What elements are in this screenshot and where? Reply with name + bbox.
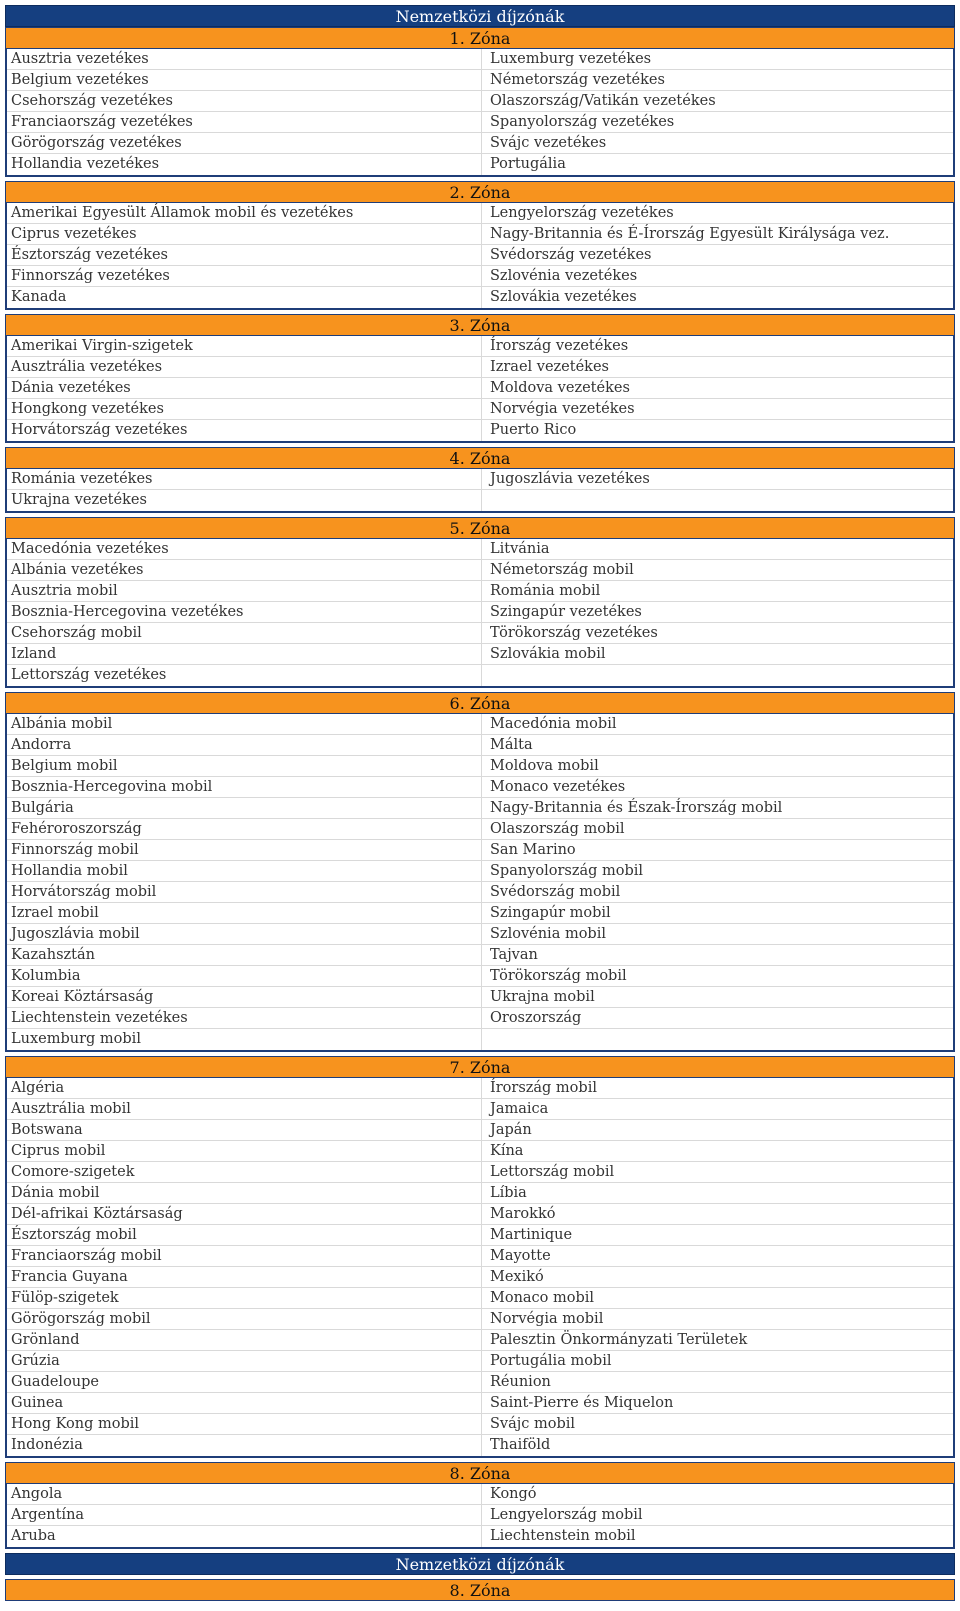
- table-row: [7, 70, 953, 91]
- table-row: [7, 581, 953, 602]
- table-row: [7, 1505, 953, 1526]
- country-cell-left: Fülöp-szigetek: [11, 1290, 119, 1306]
- country-cell-left: Izland: [11, 646, 57, 662]
- zone-body: [5, 714, 955, 1052]
- country-cell-right: Spanyolország vezetékes: [481, 112, 953, 132]
- table-row: [7, 623, 953, 644]
- country-cell-left: Hongkong vezetékes: [11, 401, 164, 417]
- country-cell-left: Angola: [11, 1486, 63, 1502]
- country-cell-left: Hong Kong mobil: [11, 1416, 140, 1432]
- table-row: [7, 1246, 953, 1267]
- country-cell-right: Lettország mobil: [481, 1162, 953, 1182]
- country-cell-right: Portugália: [481, 154, 953, 175]
- table-row: [7, 882, 953, 903]
- country-cell-left: Francia Guyana: [11, 1269, 128, 1285]
- zone-body: [5, 1484, 955, 1549]
- table-row: [7, 756, 953, 777]
- country-cell-right: Litvánia: [481, 539, 953, 559]
- zone-body: [5, 539, 955, 688]
- country-cell-right: [481, 490, 953, 511]
- country-cell-left: Macedónia vezetékes: [11, 541, 169, 557]
- table-row: [7, 1099, 953, 1120]
- country-cell-left: Albánia mobil: [11, 716, 113, 732]
- country-cell-right: Monaco vezetékes: [481, 777, 953, 797]
- country-cell-left: Ausztria mobil: [11, 583, 118, 599]
- table-row: [7, 861, 953, 882]
- country-cell-left: Amerikai Virgin-szigetek: [11, 338, 193, 354]
- country-cell-right: Törökország mobil: [481, 966, 953, 986]
- table-row: [7, 1204, 953, 1225]
- country-cell-left: Dél-afrikai Köztársaság: [11, 1206, 183, 1222]
- country-cell-left: Amerikai Egyesült Államok mobil és vezetékes: [11, 205, 354, 221]
- country-cell-right: Puerto Rico: [481, 420, 953, 441]
- table-row: [7, 1288, 953, 1309]
- country-cell-right: Líbia: [481, 1183, 953, 1203]
- country-cell-left: Grúzia: [11, 1353, 60, 1369]
- country-cell-right: Luxemburg vezetékes: [481, 49, 953, 69]
- country-cell-left: Görögország vezetékes: [11, 135, 182, 151]
- zone-header: 3. Zóna: [5, 314, 955, 336]
- zone-header: 6. Zóna: [5, 692, 955, 714]
- country-cell-right: Németország vezetékes: [481, 70, 953, 90]
- table-row: [7, 399, 953, 420]
- country-cell-right: Marokkó: [481, 1204, 953, 1224]
- country-cell-right: Moldova vezetékes: [481, 378, 953, 398]
- country-cell-right: Tajvan: [481, 945, 953, 965]
- country-cell-right: Norvégia vezetékes: [481, 399, 953, 419]
- zone-body: [5, 203, 955, 310]
- zone-table: [5, 5, 955, 1601]
- country-cell-right: Oroszország: [481, 1008, 953, 1028]
- table-row: [7, 224, 953, 245]
- country-cell-right: Réunion: [481, 1372, 953, 1392]
- country-cell-right: Olaszország/Vatikán vezetékes: [481, 91, 953, 111]
- country-cell-right: Izrael vezetékes: [481, 357, 953, 377]
- country-cell-left: Hollandia vezetékes: [11, 156, 160, 172]
- zone-body: [5, 336, 955, 443]
- country-cell-left: Kazahsztán: [11, 947, 95, 963]
- table-row: [7, 1267, 953, 1288]
- table-row: [7, 798, 953, 819]
- country-cell-left: Észtország vezetékes: [11, 247, 168, 263]
- country-cell-left: Grönland: [11, 1332, 80, 1348]
- country-cell-left: Izrael mobil: [11, 905, 99, 921]
- country-cell-right: Macedónia mobil: [481, 714, 953, 734]
- table-row: [7, 49, 953, 70]
- country-cell-right: Kongó: [481, 1484, 953, 1504]
- country-cell-right: Mayotte: [481, 1246, 953, 1266]
- country-cell-left: Ausztrália vezetékes: [11, 359, 163, 375]
- country-cell-right: Málta: [481, 735, 953, 755]
- country-cell-right: Svájc vezetékes: [481, 133, 953, 153]
- country-cell-left: Horvátország vezetékes: [11, 422, 188, 438]
- country-cell-left: Belgium mobil: [11, 758, 118, 774]
- table-row: [7, 903, 953, 924]
- country-cell-right: Palesztin Önkormányzati Területek: [481, 1330, 953, 1350]
- table-row: [7, 490, 953, 511]
- table-row: [7, 154, 953, 175]
- country-cell-right: Svédország mobil: [481, 882, 953, 902]
- country-cell-right: Olaszország mobil: [481, 819, 953, 839]
- country-cell-left: Franciaország vezetékes: [11, 114, 193, 130]
- country-cell-left: Finnország vezetékes: [11, 268, 170, 284]
- table-row: [7, 357, 953, 378]
- country-cell-right: San Marino: [481, 840, 953, 860]
- table-row: [7, 1484, 953, 1505]
- country-cell-right: Lengyelország vezetékes: [481, 203, 953, 223]
- table-row: [7, 819, 953, 840]
- country-cell-left: Bosznia-Hercegovina vezetékes: [11, 604, 244, 620]
- zone-header: 2. Zóna: [5, 181, 955, 203]
- table-row: [7, 1351, 953, 1372]
- table-row: [7, 420, 953, 441]
- country-cell-right: Ukrajna mobil: [481, 987, 953, 1007]
- table-row: [7, 966, 953, 987]
- table-row: [7, 735, 953, 756]
- table-row: [7, 644, 953, 665]
- country-cell-right: Martinique: [481, 1225, 953, 1245]
- table-row: [7, 1162, 953, 1183]
- country-cell-right: [481, 665, 953, 686]
- country-cell-right: Írország vezetékes: [481, 336, 953, 356]
- table-row: [7, 602, 953, 623]
- zone-header: 8. Zóna: [5, 1462, 955, 1484]
- country-cell-right: Portugália mobil: [481, 1351, 953, 1371]
- table-row: [7, 1435, 953, 1456]
- country-cell-right: Jugoszlávia vezetékes: [481, 469, 953, 489]
- country-cell-right: Románia mobil: [481, 581, 953, 601]
- country-cell-left: Kanada: [11, 289, 67, 305]
- table-row: [7, 987, 953, 1008]
- footer-title: Nemzetközi díjzónák: [5, 1553, 955, 1575]
- table-row: [7, 1008, 953, 1029]
- table-row: [7, 1120, 953, 1141]
- country-cell-left: Franciaország mobil: [11, 1248, 162, 1264]
- country-cell-left: Észtország mobil: [11, 1227, 137, 1243]
- country-cell-left: Aruba: [11, 1528, 56, 1544]
- country-cell-left: Fehéroroszország: [11, 821, 142, 837]
- zones-container: [5, 27, 955, 1549]
- country-cell-right: Moldova mobil: [481, 756, 953, 776]
- country-cell-left: Kolumbia: [11, 968, 81, 984]
- zone-body: [5, 49, 955, 177]
- country-cell-left: Dánia mobil: [11, 1185, 100, 1201]
- table-row: [7, 91, 953, 112]
- country-cell-right: Mexikó: [481, 1267, 953, 1287]
- country-cell-right: Szingapúr mobil: [481, 903, 953, 923]
- country-cell-left: Argentína: [11, 1507, 85, 1523]
- table-row: [7, 1225, 953, 1246]
- country-cell-right: Thaiföld: [481, 1435, 953, 1456]
- table-row: [7, 203, 953, 224]
- zone-header: 5. Zóna: [5, 517, 955, 539]
- table-row: [7, 1183, 953, 1204]
- country-cell-right: Saint-Pierre és Miquelon: [481, 1393, 953, 1413]
- table-row: [7, 112, 953, 133]
- country-cell-left: Andorra: [11, 737, 72, 753]
- country-cell-left: Ciprus mobil: [11, 1143, 106, 1159]
- zone-header: 7. Zóna: [5, 1056, 955, 1078]
- country-cell-right: Svédország vezetékes: [481, 245, 953, 265]
- country-cell-right: Szlovákia mobil: [481, 644, 953, 664]
- country-cell-left: Lettország vezetékes: [11, 667, 167, 683]
- table-row: [7, 469, 953, 490]
- table-row: [7, 1414, 953, 1435]
- country-cell-left: Comore-szigetek: [11, 1164, 135, 1180]
- page-title: Nemzetközi díjzónák: [5, 5, 955, 27]
- table-row: [7, 777, 953, 798]
- table-row: [7, 1078, 953, 1099]
- table-row: [7, 924, 953, 945]
- table-row: [7, 336, 953, 357]
- country-cell-left: Belgium vezetékes: [11, 72, 149, 88]
- country-cell-left: Indonézia: [11, 1437, 83, 1453]
- table-row: [7, 1526, 953, 1547]
- country-cell-right: Jamaica: [481, 1099, 953, 1119]
- country-cell-left: Albánia vezetékes: [11, 562, 144, 578]
- table-row: [7, 1309, 953, 1330]
- table-row: [7, 1330, 953, 1351]
- country-cell-right: Monaco mobil: [481, 1288, 953, 1308]
- footer-zone-header: 8. Zóna: [5, 1579, 955, 1601]
- country-cell-left: Románia vezetékes: [11, 471, 153, 487]
- country-cell-left: Horvátország mobil: [11, 884, 157, 900]
- country-cell-right: Nagy-Britannia és É-Írország Egyesült Királysága vez.: [481, 224, 953, 244]
- table-row: [7, 245, 953, 266]
- country-cell-right: Spanyolország mobil: [481, 861, 953, 881]
- country-cell-left: Ciprus vezetékes: [11, 226, 137, 242]
- table-row: [7, 287, 953, 308]
- country-cell-right: [481, 1029, 953, 1050]
- table-row: [7, 1393, 953, 1414]
- table-row: [7, 1029, 953, 1050]
- country-cell-left: Finnország mobil: [11, 842, 139, 858]
- country-cell-right: Szlovénia vezetékes: [481, 266, 953, 286]
- country-cell-left: Ausztrália mobil: [11, 1101, 131, 1117]
- country-cell-left: Ukrajna vezetékes: [11, 492, 147, 508]
- zone-body: [5, 1078, 955, 1458]
- country-cell-left: Koreai Köztársaság: [11, 989, 154, 1005]
- zone-body: [5, 469, 955, 513]
- country-cell-right: Liechtenstein mobil: [481, 1526, 953, 1547]
- country-cell-left: Liechtenstein vezetékes: [11, 1010, 188, 1026]
- country-cell-right: Törökország vezetékes: [481, 623, 953, 643]
- table-row: [7, 133, 953, 154]
- table-row: [7, 560, 953, 581]
- country-cell-left: Ausztria vezetékes: [11, 51, 149, 67]
- table-row: [7, 378, 953, 399]
- country-cell-left: Bulgária: [11, 800, 74, 816]
- table-row: [7, 539, 953, 560]
- table-row: [7, 945, 953, 966]
- country-cell-left: Luxemburg mobil: [11, 1031, 141, 1047]
- country-cell-left: Csehország vezetékes: [11, 93, 173, 109]
- country-cell-right: Japán: [481, 1120, 953, 1140]
- country-cell-left: Dánia vezetékes: [11, 380, 131, 396]
- table-row: [7, 1141, 953, 1162]
- table-row: [7, 840, 953, 861]
- country-cell-right: Szlovénia mobil: [481, 924, 953, 944]
- country-cell-left: Hollandia mobil: [11, 863, 128, 879]
- country-cell-right: Svájc mobil: [481, 1414, 953, 1434]
- zone-header: 4. Zóna: [5, 447, 955, 469]
- country-cell-left: Algéria: [11, 1080, 65, 1096]
- country-cell-left: Botswana: [11, 1122, 83, 1138]
- country-cell-right: Lengyelország mobil: [481, 1505, 953, 1525]
- country-cell-right: Szingapúr vezetékes: [481, 602, 953, 622]
- country-cell-right: Norvégia mobil: [481, 1309, 953, 1329]
- table-row: [7, 266, 953, 287]
- country-cell-right: Nagy-Britannia és Észak-Írország mobil: [481, 798, 953, 818]
- country-cell-right: Szlovákia vezetékes: [481, 287, 953, 308]
- table-row: [7, 1372, 953, 1393]
- country-cell-left: Csehország mobil: [11, 625, 142, 641]
- table-row: [7, 714, 953, 735]
- country-cell-right: Írország mobil: [481, 1078, 953, 1098]
- country-cell-left: Guadeloupe: [11, 1374, 99, 1390]
- table-row: [7, 665, 953, 686]
- country-cell-left: Guinea: [11, 1395, 64, 1411]
- country-cell-right: Kína: [481, 1141, 953, 1161]
- country-cell-right: Németország mobil: [481, 560, 953, 580]
- zone-header: 1. Zóna: [5, 27, 955, 49]
- country-cell-left: Görögország mobil: [11, 1311, 151, 1327]
- country-cell-left: Jugoszlávia mobil: [11, 926, 140, 942]
- country-cell-left: Bosznia-Hercegovina mobil: [11, 779, 213, 795]
